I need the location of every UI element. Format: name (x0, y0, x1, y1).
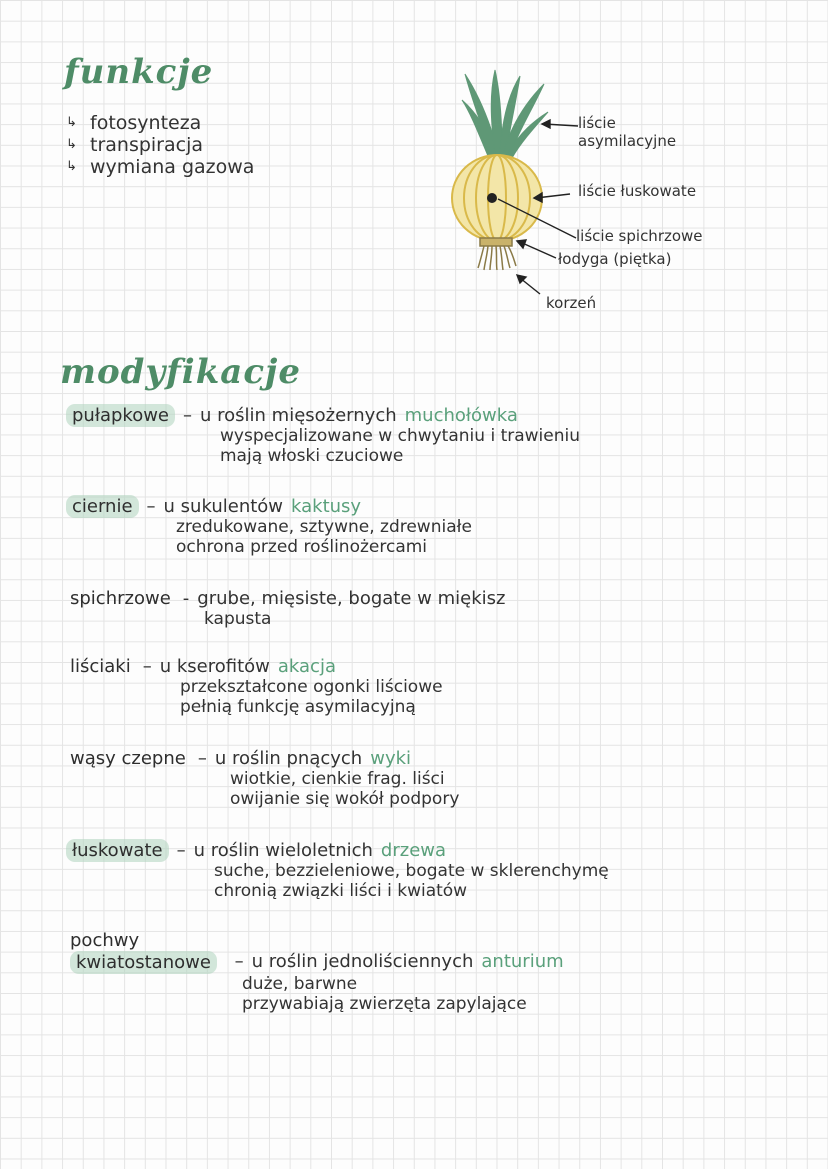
entry-header-row (66, 588, 505, 609)
entry-context: grube, mięsiste, bogate w miękisz (197, 588, 506, 609)
entry-detail: suche, bezzieleniowe, bogate w sklerenchymę (214, 861, 609, 881)
entry-detail: chronią związki liści i kwiatów (214, 881, 468, 901)
entry-header-row (66, 930, 564, 974)
function-label: fotosynteza (90, 112, 202, 134)
modifications-heading: modyfikacje (60, 352, 301, 392)
arrow-right-icon: ↳ (66, 137, 77, 152)
entry-detail: wyspecjalizowane w chwytaniu i trawieniu (220, 426, 580, 446)
onion-roots (478, 238, 516, 270)
modification-entry (66, 496, 472, 557)
entry-detail: owijanie się wokół podpory (230, 789, 460, 809)
list-item (66, 156, 254, 178)
entry-example: drzewa (380, 840, 447, 861)
label-line: liście (578, 114, 616, 132)
term-highlight: pułapkowe (66, 404, 175, 427)
term-label: spichrzowe (70, 588, 171, 609)
modification-entry (66, 588, 505, 629)
entry-detail: wiotkie, cienkie frag. liści (230, 769, 445, 789)
entry-detail: przekształcone ogonki liściowe (180, 677, 443, 697)
list-item (66, 134, 254, 156)
label-assimilation-leaves (578, 114, 676, 150)
label-storage-leaves: liście spichrzowe (576, 227, 703, 245)
modification-entry (66, 405, 580, 466)
arrow-right-icon: ↳ (66, 115, 77, 130)
term-highlight: łuskowate (66, 839, 169, 862)
onion-diagram (440, 62, 740, 322)
modification-entry (66, 656, 443, 717)
modification-entry (66, 840, 609, 901)
entry-example: akacja (277, 656, 336, 677)
entry-detail: przywabiają zwierzęta zapylające (242, 994, 527, 1014)
entry-header-tail (227, 951, 564, 972)
entry-header-row (66, 496, 472, 517)
entry-detail: duże, barwne (242, 974, 358, 994)
entry-context: u roślin pnących (214, 748, 363, 769)
entry-context: u roślin jednoliściennych (251, 951, 474, 972)
modification-entry (66, 748, 459, 809)
label-stem: łodyga (piętka) (558, 250, 672, 268)
function-label: transpiracja (90, 134, 204, 156)
onion-core (487, 193, 497, 203)
term-label (66, 930, 221, 974)
entry-example: muchołówka (404, 405, 518, 426)
entry-example: wyki (370, 748, 412, 769)
term-label: liściaki (70, 656, 131, 677)
entry-header-row (66, 748, 459, 769)
term-highlight: kwiatostanowe (70, 951, 217, 974)
term-line: pochwy (70, 930, 140, 951)
dash: – (183, 405, 192, 426)
entry-context: u sukulentów (163, 496, 284, 517)
dash: – (146, 496, 156, 517)
entry-example: kaktusy (291, 496, 362, 517)
entry-detail: ochrona przed roślinożercami (176, 537, 428, 557)
entry-detail: mają włoski czuciowe (220, 446, 404, 466)
entry-example: kapusta (204, 609, 272, 629)
onion-leaves (462, 70, 548, 158)
function-label: wymiana gazowa (90, 156, 255, 178)
entry-context: u roślin mięsożernych (200, 405, 397, 426)
label-scale-leaves: liście łuskowate (578, 182, 697, 200)
functions-list (66, 112, 254, 178)
label-line: asymilacyjne (578, 132, 677, 150)
dash: – (197, 748, 207, 769)
term-label: wąsy czepne (70, 748, 186, 769)
term-highlight: ciernie (66, 495, 139, 518)
entry-header-row (66, 840, 609, 861)
entry-detail: pełnią funkcję asymilacyjną (180, 697, 416, 717)
entry-context: u roślin wieloletnich (193, 840, 373, 861)
list-item (66, 112, 254, 134)
entry-header-row (66, 405, 580, 426)
arrow-right-icon: ↳ (66, 159, 77, 174)
functions-heading: funkcje (64, 52, 214, 92)
dash: – (176, 840, 186, 861)
entry-context: u kserofitów (159, 656, 270, 677)
dash: – (234, 951, 244, 972)
modification-entry (66, 930, 564, 1014)
dash: - (182, 588, 190, 609)
dash: – (142, 656, 152, 677)
entry-header-row (66, 656, 443, 677)
label-root: korzeń (546, 294, 597, 312)
entry-example: anturium (481, 951, 564, 972)
entry-detail: zredukowane, sztywne, zdrewniałe (176, 517, 472, 537)
